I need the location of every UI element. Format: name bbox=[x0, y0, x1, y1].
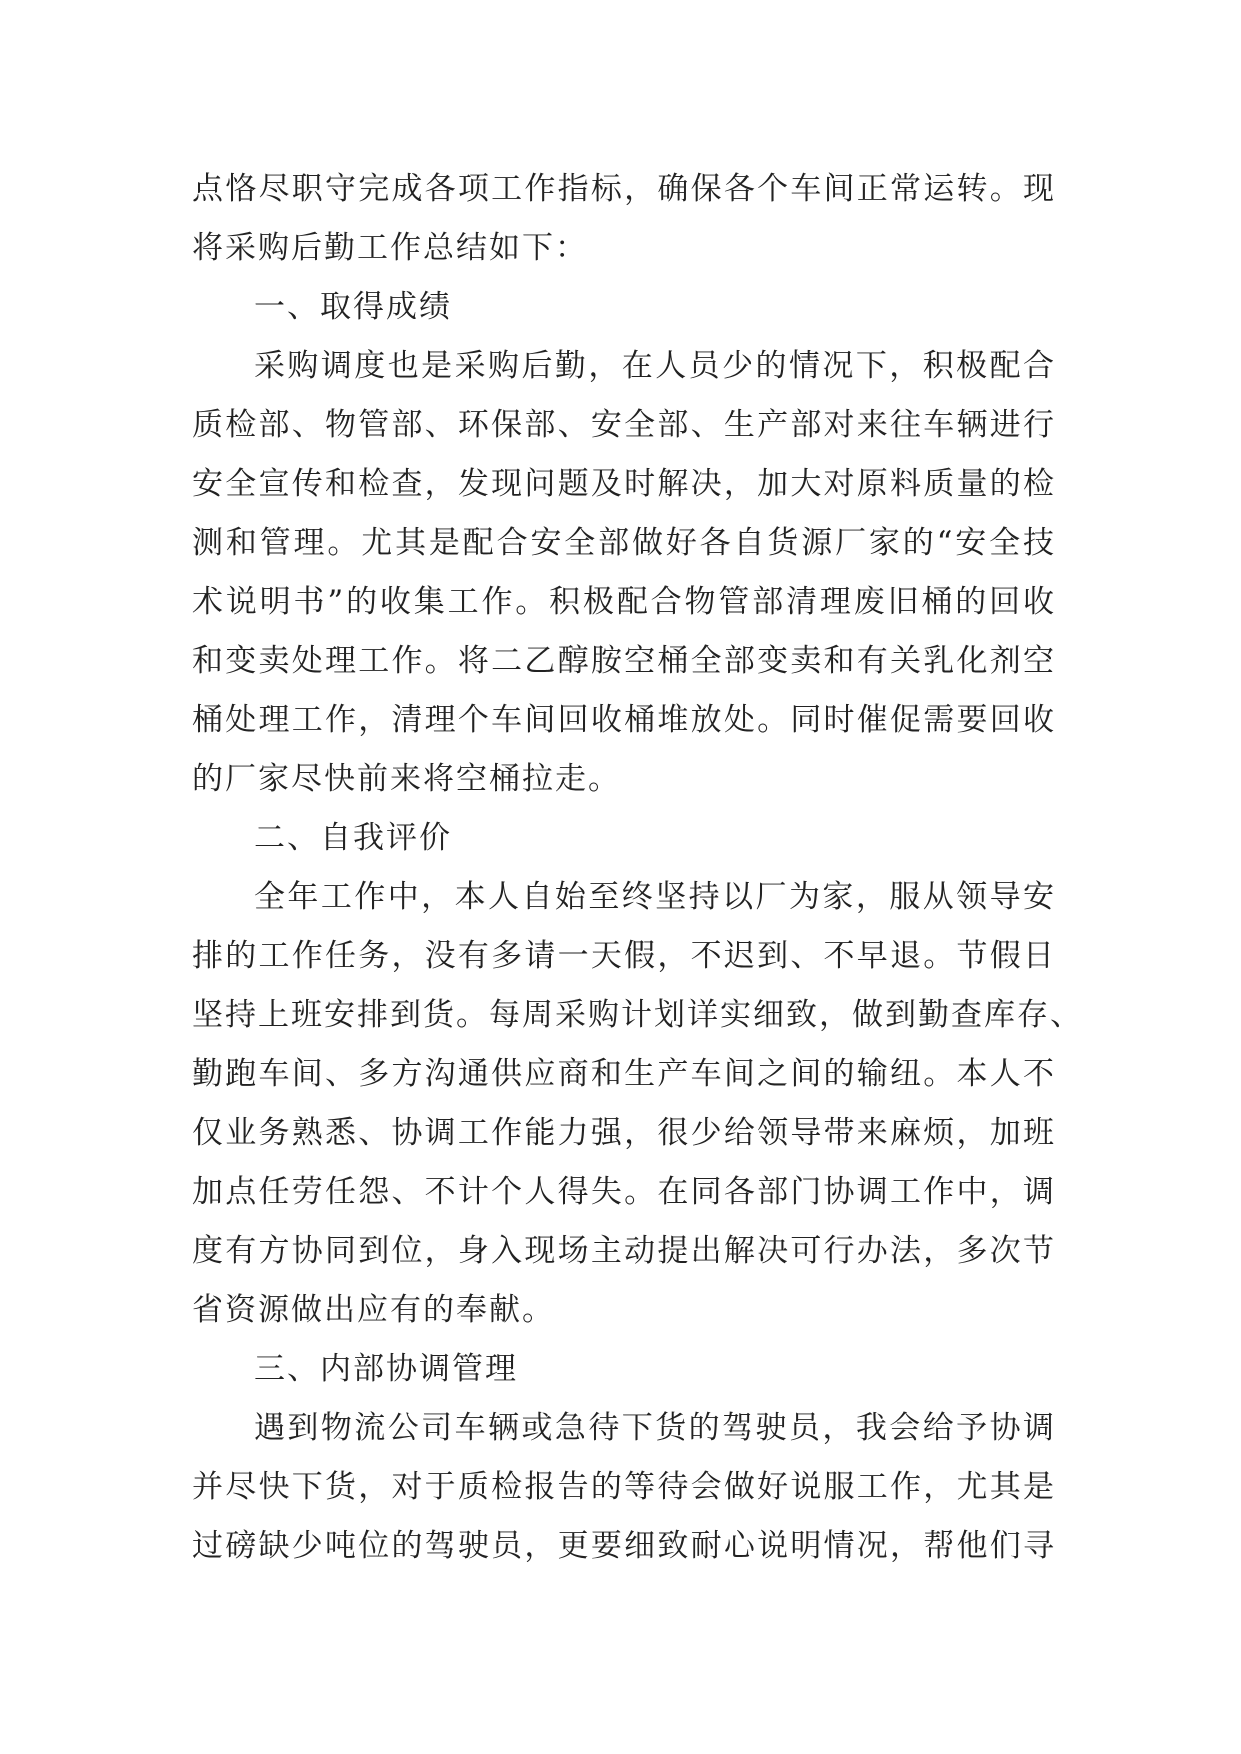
document-body bbox=[192, 160, 1083, 1576]
paragraph-line: 遇到物流公司车辆或急待下货的驾驶员，我会给予协调 bbox=[254, 1410, 1056, 1446]
paragraph-line: 度有方协同到位，身入现场主动提出解决可行办法，多次节 bbox=[192, 1233, 1056, 1269]
paragraph-line: 全年工作中，本人自始至终坚持以厂为家，服从领导安 bbox=[254, 879, 1056, 915]
paragraph-line: 并尽快下货，对于质检报告的等待会做好说服工作，尤其是 bbox=[192, 1469, 1056, 1505]
paragraph-line: 测和管理。尤其是配合安全部做好各自货源厂家的“安全技 bbox=[192, 525, 1056, 561]
paragraph-line: 采购调度也是采购后勤，在人员少的情况下，积极配合 bbox=[254, 348, 1056, 384]
paragraph-line: 的厂家尽快前来将空桶拉走。 bbox=[192, 761, 621, 797]
paragraph-line: 排的工作任务，没有多请一天假，不迟到、不早退。节假日 bbox=[192, 938, 1056, 974]
paragraph-line: 省资源做出应有的奉献。 bbox=[192, 1292, 555, 1328]
paragraph-line: 加点任劳任怨、不计个人得失。在同各部门协调工作中，调 bbox=[192, 1174, 1056, 1210]
section-heading-1: 一、取得成绩 bbox=[254, 289, 452, 325]
paragraph-line: 将采购后勤工作总结如下： bbox=[192, 230, 588, 266]
paragraph-line: 桶处理工作，清理个车间回收桶堆放处。同时催促需要回收 bbox=[192, 702, 1056, 738]
paragraph-line: 质检部、物管部、环保部、安全部、生产部对来往车辆进行 bbox=[192, 407, 1056, 443]
paragraph-line: 过磅缺少吨位的驾驶员，更要细致耐心说明情况，帮他们寻 bbox=[192, 1528, 1056, 1564]
section-heading-3: 三、内部协调管理 bbox=[254, 1351, 518, 1387]
paragraph-line: 勤跑车间、多方沟通供应商和生产车间之间的输纽。本人不 bbox=[192, 1056, 1056, 1092]
paragraph-line: 点恪尽职守完成各项工作指标，确保各个车间正常运转。现 bbox=[192, 171, 1056, 207]
section-heading-2: 二、自我评价 bbox=[254, 820, 452, 856]
paragraph-line: 坚持上班安排到货。每周采购计划详实细致，做到勤查库存、 bbox=[192, 997, 1083, 1033]
paragraph-line: 和变卖处理工作。将二乙醇胺空桶全部变卖和有关乳化剂空 bbox=[192, 643, 1056, 679]
paragraph-line: 术说明书”的收集工作。积极配合物管部清理废旧桶的回收 bbox=[192, 584, 1056, 620]
paragraph-line: 安全宣传和检查，发现问题及时解决，加大对原料质量的检 bbox=[192, 466, 1056, 502]
paragraph-line: 仅业务熟悉、协调工作能力强，很少给领导带来麻烦，加班 bbox=[192, 1115, 1056, 1151]
